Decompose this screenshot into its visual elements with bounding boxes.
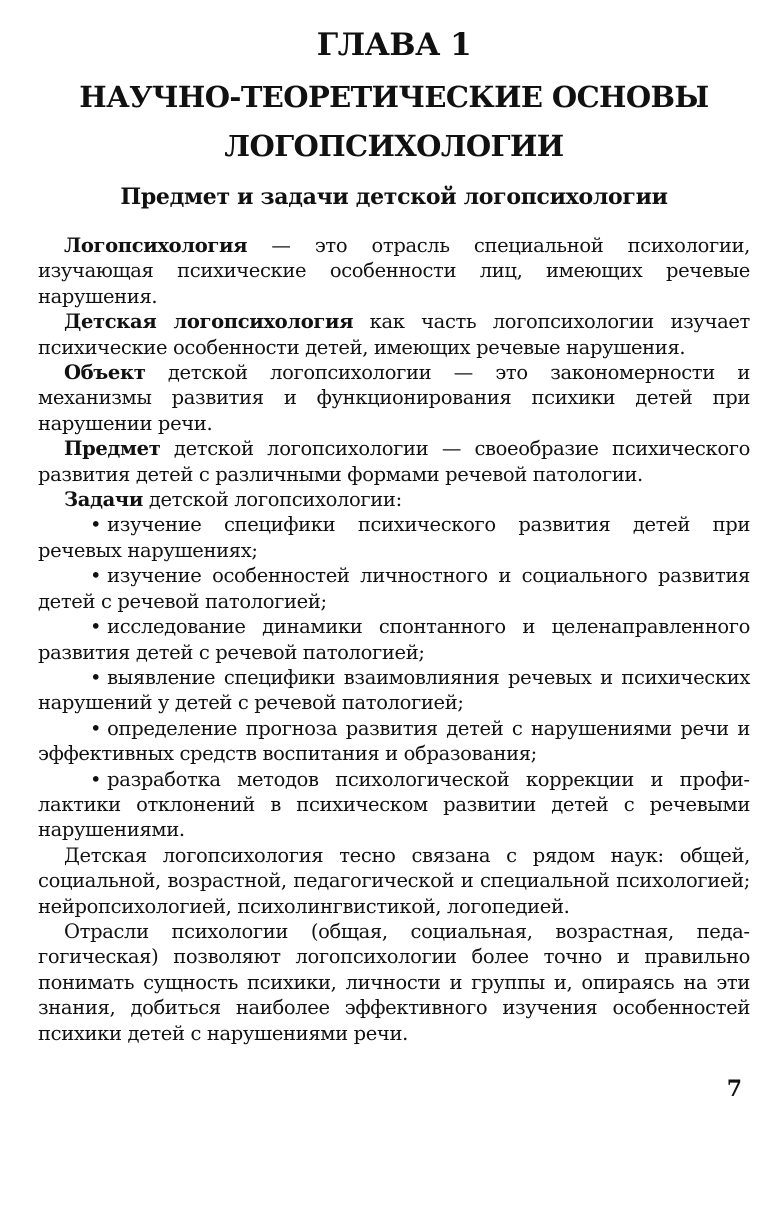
bullet-icon: •	[90, 767, 102, 791]
tasks-intro-text: детской логопсихологии:	[142, 488, 402, 512]
bullet-icon: •	[90, 564, 102, 588]
chapter-title-line-2: ЛОГОПСИХОЛОГИИ	[224, 129, 564, 163]
chapter-title-line-1: НАУЧНО-ТЕОРЕТИЧЕСКИЕ ОСНОВЫ	[79, 80, 709, 114]
paragraph-child-logopsychology	[38, 309, 750, 360]
paragraph-subject	[38, 436, 750, 487]
definition-object: детской логопсихологии — это закономерности и механизмы развития и функционирования психики детей при нарушении речи.	[38, 361, 750, 435]
list-item	[38, 563, 750, 614]
bullet-icon: •	[90, 513, 102, 537]
list-item-text: разработка методов психологической коррекции и профилактики отклонений в психическом развитии детей с речевыми нарушениями.	[38, 767, 750, 842]
definition-child-logopsychology: как часть логопсихологии изучает психические особенности детей, имеющих речевые нарушения.	[38, 310, 750, 359]
paragraph-object	[38, 360, 750, 436]
definition-subject: детской логопсихологии — своеобразие психического развития детей с различными формами речевой патологии.	[38, 437, 750, 486]
term-subject: Предмет	[64, 437, 161, 461]
list-item	[38, 614, 750, 665]
bullet-icon: •	[90, 716, 102, 740]
paragraph-tasks-intro	[38, 487, 750, 512]
term-logopsychology: Логопсихология	[64, 234, 248, 257]
list-item-text: выявление специфики взаимовлияния речевых и психических нарушений у детей с речевой патологией;	[38, 665, 750, 715]
list-item-text: определение прогноза развития детей с нарушениями речи и эффективных средств воспитания и образования;	[38, 716, 750, 766]
body-text	[38, 233, 750, 1046]
list-item	[38, 665, 750, 716]
paragraph-logopsychology	[38, 233, 750, 309]
list-item-text: изучение особенностей личностного и социального развития детей с речевой патологией;	[38, 564, 750, 613]
paragraph-related-sciences: Детская логопсихология тесно связана с рядом наук: общей, социальной, возрастной, педагогической и специальной психологией; нейропсихологией, психолингвистикой, логопедией.	[38, 843, 750, 918]
term-child-logopsychology: Детская логопсихология	[64, 310, 354, 334]
definition-logopsychology: — это отрасль специальной психологии, изучающая психические особенности лиц, имеющих речевые нарушения.	[38, 234, 750, 308]
term-tasks: Задачи	[64, 488, 143, 512]
section-title: Предмет и задачи детской логопсихологии	[120, 184, 668, 210]
list-item	[38, 716, 750, 767]
list-item-text: изучение специфики психического развития детей при речевых нарушениях;	[38, 513, 750, 562]
chapter-label: ГЛАВА 1	[316, 27, 472, 63]
term-object: Объект	[64, 361, 146, 385]
paragraph-psychology-branches: Отрасли психологии (общая, социальная, возрастная, педагогическая) позволяют логопсихологии более точно и правильно понимать сущность психики, личности и группы и, опираясь на эти знания, добиться наиболее эффективного изучения особенностей психики детей с нарушениями речи.	[38, 919, 750, 1045]
list-item	[38, 512, 750, 563]
bullet-icon: •	[90, 665, 102, 689]
page-number: 7	[726, 1076, 742, 1102]
bullet-icon: •	[90, 615, 102, 639]
list-item-text: исследование динамики спонтанного и целенаправленного развития детей с речевой патологией;	[38, 615, 750, 664]
list-item	[38, 767, 750, 843]
